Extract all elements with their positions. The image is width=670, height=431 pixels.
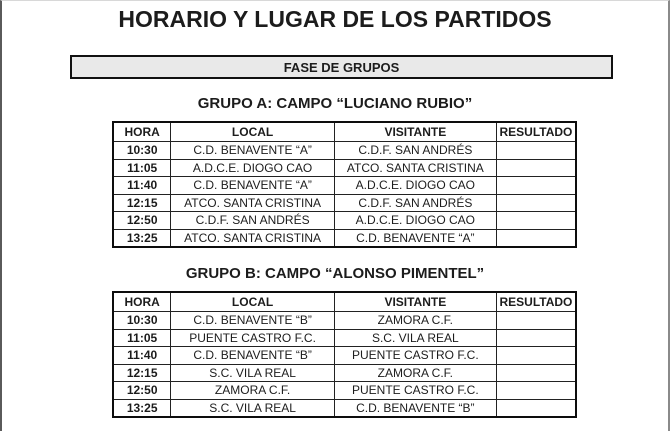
column-header-hora: HORA (113, 292, 171, 312)
cell-hora: 12:50 (113, 212, 171, 230)
cell-local: C.D. BENAVENTE “B” (171, 312, 334, 330)
cell-resultado (496, 212, 576, 230)
cell-local: ATCO. SANTA CRISTINA (171, 229, 334, 247)
cell-visitante: C.D. BENAVENTE “B” (334, 399, 496, 417)
match-row (113, 212, 576, 230)
cell-hora: 12:15 (113, 194, 171, 212)
match-row (113, 142, 576, 160)
cell-local: A.D.C.E. DIOGO CAO (171, 159, 334, 177)
cell-visitante: PUENTE CASTRO F.C. (334, 347, 496, 365)
cell-visitante: C.D.F. SAN ANDRÉS (334, 142, 496, 160)
cell-local: ATCO. SANTA CRISTINA (171, 194, 334, 212)
column-header-resultado: RESULTADO (496, 292, 576, 312)
cell-hora: 11:05 (113, 159, 171, 177)
table-header-row (113, 122, 576, 142)
cell-local: S.C. VILA REAL (171, 364, 334, 382)
cell-resultado (496, 194, 576, 212)
column-header-resultado: RESULTADO (496, 122, 576, 142)
cell-visitante: C.D. BENAVENTE “A” (334, 229, 496, 247)
cell-hora: 11:40 (113, 177, 171, 195)
column-header-local: LOCAL (171, 122, 334, 142)
match-row (113, 399, 576, 417)
column-header-hora: HORA (113, 122, 171, 142)
match-row (113, 177, 576, 195)
cell-visitante: ATCO. SANTA CRISTINA (334, 159, 496, 177)
section-header-box (70, 55, 613, 79)
cell-resultado (496, 177, 576, 195)
table-header-row (113, 292, 576, 312)
cell-hora: 12:50 (113, 382, 171, 400)
cell-hora: 10:30 (113, 312, 171, 330)
cell-resultado (496, 364, 576, 382)
cell-resultado (496, 382, 576, 400)
match-row (113, 159, 576, 177)
cell-local: ZAMORA C.F. (171, 382, 334, 400)
cell-visitante: PUENTE CASTRO F.C. (334, 382, 496, 400)
group-b-heading: GRUPO B: CAMPO “ALONSO PIMENTEL” (185, 265, 485, 282)
cell-hora: 10:30 (113, 142, 171, 160)
group-a-heading: GRUPO A: CAMPO “LUCIANO RUBIO” (197, 95, 473, 112)
match-row (113, 194, 576, 212)
cell-hora: 13:25 (113, 399, 171, 417)
section-header-label: FASE DE GRUPOS (283, 59, 400, 75)
cell-hora: 11:05 (113, 329, 171, 347)
cell-resultado (496, 142, 576, 160)
cell-resultado (496, 399, 576, 417)
cell-resultado (496, 347, 576, 365)
cell-visitante: A.D.C.E. DIOGO CAO (334, 177, 496, 195)
column-header-local: LOCAL (171, 292, 334, 312)
cell-local: C.D. BENAVENTE “B” (171, 347, 334, 365)
cell-visitante: A.D.C.E. DIOGO CAO (334, 212, 496, 230)
cell-local: C.D. BENAVENTE “A” (171, 177, 334, 195)
cell-visitante: ZAMORA C.F. (334, 312, 496, 330)
cell-hora: 13:25 (113, 229, 171, 247)
cell-hora: 11:40 (113, 347, 171, 365)
group-a-table (112, 121, 577, 248)
column-header-visitante: VISITANTE (334, 122, 496, 142)
cell-visitante: S.C. VILA REAL (334, 329, 496, 347)
cell-resultado (496, 229, 576, 247)
cell-resultado (496, 312, 576, 330)
cell-local: C.D. BENAVENTE “A” (171, 142, 334, 160)
page-title: HORARIO Y LUGAR DE LOS PARTIDOS (118, 6, 552, 32)
cell-local: C.D.F. SAN ANDRÉS (171, 212, 334, 230)
match-row (113, 347, 576, 365)
cell-local: S.C. VILA REAL (171, 399, 334, 417)
column-header-visitante: VISITANTE (334, 292, 496, 312)
cell-resultado (496, 159, 576, 177)
cell-resultado (496, 329, 576, 347)
match-row (113, 312, 576, 330)
match-row (113, 364, 576, 382)
match-row (113, 382, 576, 400)
group-b-table (112, 291, 577, 418)
cell-visitante: C.D.F. SAN ANDRÉS (334, 194, 496, 212)
cell-visitante: ZAMORA C.F. (334, 364, 496, 382)
match-row (113, 229, 576, 247)
cell-hora: 12:15 (113, 364, 171, 382)
match-row (113, 329, 576, 347)
cell-local: PUENTE CASTRO F.C. (171, 329, 334, 347)
